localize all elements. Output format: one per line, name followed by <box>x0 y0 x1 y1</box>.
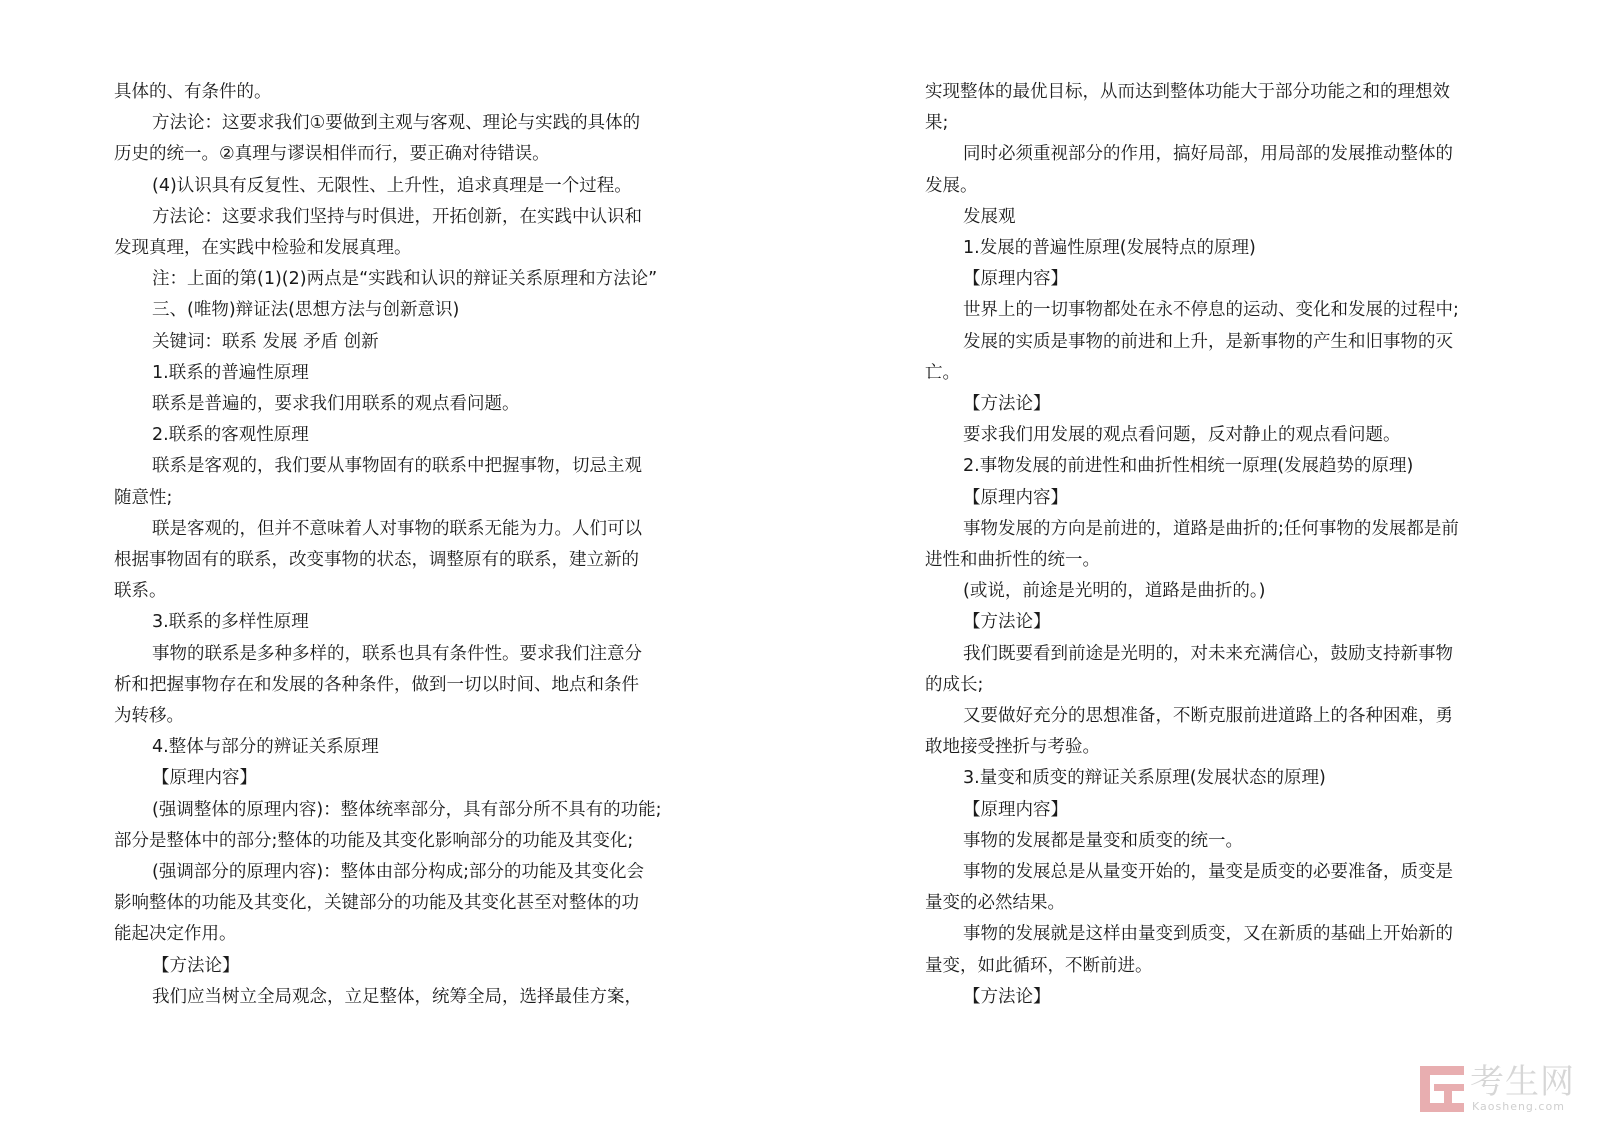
text-line: 【原理内容】 <box>963 269 1068 290</box>
text-line: 【原理内容】 <box>963 799 1068 820</box>
text-line: 1.发展的普遍性原理(发展特点的原理) <box>963 238 1256 259</box>
text-line: 我们应当树立全局观念，立足整体，统筹全局，选择最佳方案， <box>152 986 642 1007</box>
text-line: 能起决定作用。 <box>114 924 237 945</box>
text-line: 量变的必然结果。 <box>925 893 1065 914</box>
text-line: 的成长; <box>925 674 984 695</box>
text-line: 发展的实质是事物的前进和上升，是新事物的产生和旧事物的灭 <box>963 331 1453 352</box>
text-line: 影响整体的功能及其变化，关键部分的功能及其变化甚至对整体的功 <box>114 893 639 914</box>
text-line: 为转移。 <box>114 706 184 727</box>
text-line: 3.量变和质变的辩证关系原理(发展状态的原理) <box>963 768 1326 789</box>
text-line: 又要做好充分的思想准备，不断克服前进道路上的各种困难，勇 <box>963 706 1453 727</box>
text-line: 历史的统一。②真理与谬误相伴而行，要正确对待错误。 <box>114 144 550 165</box>
text-line: (强调整体的原理内容)：整体统率部分，具有部分所不具有的功能; <box>152 799 662 820</box>
text-line: 事物的发展就是这样由量变到质变，又在新质的基础上开始新的 <box>963 924 1453 945</box>
text-line: 2.联系的客观性原理 <box>152 425 309 446</box>
text-line: 联系是客观的，我们要从事物固有的联系中把握事物，切忌主观 <box>152 456 642 477</box>
text-line: (4)认识具有反复性、无限性、上升性，追求真理是一个过程。 <box>152 175 632 196</box>
text-line: 部分是整体中的部分;整体的功能及其变化影响部分的功能及其变化; <box>114 830 634 851</box>
text-line: 要求我们用发展的观点看问题，反对静止的观点看问题。 <box>963 425 1401 446</box>
text-line: 事物发展的方向是前进的，道路是曲折的;任何事物的发展都是前 <box>963 518 1459 539</box>
text-line: 事物的联系是多种多样的，联系也具有条件性。要求我们注意分 <box>152 643 642 664</box>
text-line: 根据事物固有的联系，改变事物的状态，调整原有的联系，建立新的 <box>114 550 639 571</box>
text-line: 【方法论】 <box>963 394 1051 415</box>
text-line: 同时必须重视部分的作用，搞好局部，用局部的发展推动整体的 <box>963 144 1453 165</box>
watermark-logo-icon <box>1420 1066 1464 1112</box>
text-line: 随意性; <box>114 487 173 508</box>
text-line: 我们既要看到前途是光明的，对未来充满信心，鼓励支持新事物 <box>963 643 1453 664</box>
text-line: 【方法论】 <box>963 612 1051 633</box>
text-line: (或说，前途是光明的，道路是曲折的。) <box>963 581 1266 602</box>
text-line: 事物的发展都是量变和质变的统一。 <box>963 830 1243 851</box>
text-line: 联系。 <box>114 581 167 602</box>
text-line: 发展。 <box>925 175 978 196</box>
text-line: 方法论：这要求我们①要做到主观与客观、理论与实践的具体的 <box>152 113 641 134</box>
text-line: 2.事物发展的前进性和曲折性相统一原理(发展趋势的原理) <box>963 456 1414 477</box>
text-line: 【原理内容】 <box>152 768 257 789</box>
text-line: 发展观 <box>963 206 1016 227</box>
watermark <box>1420 1062 1590 1118</box>
text-line: 关键词：联系 发展 矛盾 创新 <box>152 331 379 352</box>
text-line: 析和把握事物存在和发展的各种条件，做到一切以时间、地点和条件 <box>114 674 639 695</box>
text-line: 【原理内容】 <box>963 487 1068 508</box>
watermark-url: Kaosheng.com <box>1472 1100 1565 1113</box>
text-line: 三、(唯物)辩证法(思想方法与创新意识) <box>152 300 460 321</box>
text-line: 方法论：这要求我们坚持与时俱进，开拓创新，在实践中认识和 <box>152 206 642 227</box>
text-line: 1.联系的普遍性原理 <box>152 362 309 383</box>
text-line: 发现真理，在实践中检验和发展真理。 <box>114 238 412 259</box>
text-line: 进性和曲折性的统一。 <box>925 550 1100 571</box>
text-line: 实现整体的最优目标，从而达到整体功能大于部分功能之和的理想效 <box>925 82 1450 102</box>
text-line: 联是客观的，但并不意味着人对事物的联系无能为力。人们可以 <box>152 518 642 539</box>
text-line: 亡。 <box>925 362 960 383</box>
text-line: 世界上的一切事物都处在永不停息的运动、变化和发展的过程中; <box>963 300 1459 321</box>
text-line: 【方法论】 <box>152 955 240 976</box>
text-line: 【方法论】 <box>963 986 1051 1007</box>
text-line: 事物的发展总是从量变开始的，量变是质变的必要准备，质变是 <box>963 862 1453 883</box>
text-line: 敢地接受挫折与考验。 <box>925 737 1100 758</box>
text-line: 具体的、有条件的。 <box>114 82 272 102</box>
text-line: 注：上面的第(1)(2)两点是“实践和认识的辩证关系原理和方法论” <box>152 269 658 290</box>
text-line: 4.整体与部分的辨证关系原理 <box>152 737 379 758</box>
text-line: 果; <box>925 113 949 134</box>
watermark-name: 考生网 <box>1470 1062 1575 1102</box>
text-line: 量变，如此循环，不断前进。 <box>925 955 1153 976</box>
right-column <box>925 77 1493 1013</box>
text-line: 联系是普遍的，要求我们用联系的观点看问题。 <box>152 394 520 415</box>
text-line: (强调部分的原理内容)：整体由部分构成;部分的功能及其变化会 <box>152 862 645 883</box>
left-column <box>114 77 694 1013</box>
text-line: 3.联系的多样性原理 <box>152 612 309 633</box>
